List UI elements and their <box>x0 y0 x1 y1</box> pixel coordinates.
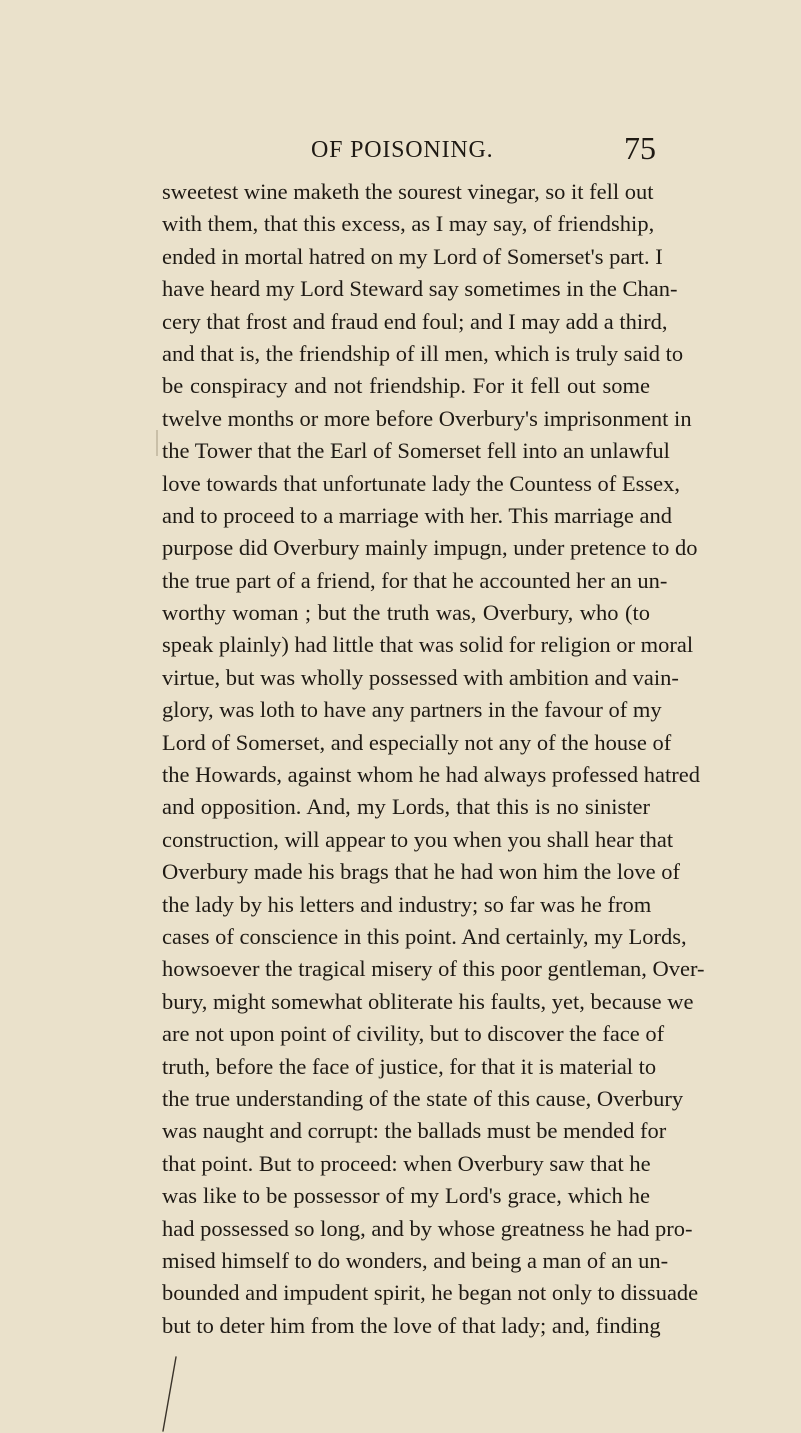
text-line: purpose did Overbury mainly impugn, under pretence to do <box>162 535 698 561</box>
text-line: ended in mortal hatred on my Lord of Somerset's part. I <box>162 243 663 269</box>
text-line: was like to be possessor of my Lord's grace, which he <box>162 1183 650 1209</box>
text-line: had possessed so long, and by whose greatness he had pro- <box>162 1215 693 1241</box>
text-line: bury, might somewhat obliterate his faults, yet, because we <box>162 988 694 1014</box>
text-line: sweetest wine maketh the sourest vinegar, so it fell out <box>162 179 654 204</box>
body-text <box>162 176 705 1342</box>
text-line: the true part of a friend, for that he accounted her an un- <box>162 567 668 593</box>
text-line: construction, will appear to you when you shall hear that <box>162 826 674 852</box>
text-line: are not upon point of civility, but to discover the face of <box>162 1021 665 1047</box>
text-line: the true understanding of the state of this cause, Overbury <box>162 1085 684 1111</box>
text-line: mised himself to do wonders, and being a man of an un- <box>162 1247 669 1273</box>
text-line: twelve months or more before Overbury's imprisonment in <box>162 405 692 431</box>
text-line: glory, was loth to have any partners in the favour of my <box>162 697 662 723</box>
text-line: speak plainly) had little that was solid for religion or moral <box>162 632 694 658</box>
text-line: cases of conscience in this point. And certainly, my Lords, <box>162 923 687 949</box>
text-line: be conspiracy and not friendship. For it fell out some <box>162 373 650 399</box>
text-line: and opposition. And, my Lords, that this is no sinister <box>162 794 650 820</box>
text-line: that point. But to proceed: when Overbury saw that he <box>162 1150 651 1176</box>
text-line: the lady by his letters and industry; so far was he from <box>162 891 652 917</box>
page-number: 75 <box>624 130 656 166</box>
text-line: and to proceed to a marriage with her. This marriage and <box>162 502 673 528</box>
text-line: with them, that this excess, as I may say, of friendship, <box>162 211 655 237</box>
text-line: howsoever the tragical misery of this poor gentleman, Over- <box>162 956 705 982</box>
text-line: have heard my Lord Steward say sometimes in the Chan- <box>162 276 678 302</box>
text-line: love towards that unfortunate lady the Countess of Essex, <box>162 470 681 496</box>
text-line: virtue, but was wholly possessed with ambition and vain- <box>162 664 679 690</box>
text-line: Overbury made his brags that he had won him the love of <box>162 859 680 885</box>
stray-pencil-mark <box>160 1355 180 1433</box>
text-line: worthy woman ; but the truth was, Overbury, who (to <box>162 600 650 626</box>
text-line: Lord of Somerset, and especially not any of the house of <box>162 729 672 755</box>
text-line: cery that frost and fraud end foul; and I may add a third, <box>162 308 668 334</box>
text-line: the Tower that the Earl of Somerset fell into an unlawful <box>162 438 670 464</box>
text-line: was naught and corrupt: the ballads must be mended for <box>162 1118 667 1144</box>
text-line: the Howards, against whom he had always professed hatred <box>162 762 700 788</box>
running-title: OF POISONING. <box>311 137 494 163</box>
text-line: bounded and impudent spirit, he began not only to dissuade <box>162 1280 699 1306</box>
page-header <box>250 132 660 168</box>
text-line: and that is, the friendship of ill men, which is truly said to <box>162 340 684 366</box>
margin-mark <box>156 430 158 456</box>
text-line: but to deter him from the love of that lady; and, finding <box>162 1312 661 1338</box>
text-line: truth, before the face of justice, for that it is material to <box>162 1053 657 1079</box>
